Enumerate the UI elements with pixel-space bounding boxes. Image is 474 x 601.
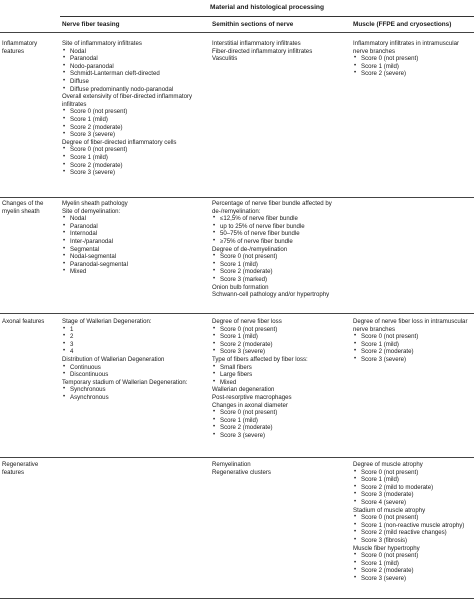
group-header-rule [60,16,474,17]
bullet-item: • Large fibers [212,371,348,379]
bullet-item: • Score 0 (not present) [353,469,473,477]
bullet-item: • Continuous [62,364,204,372]
bullet-item: • 2 [62,333,204,341]
bullet-item: • Score 2 (moderate) [62,162,204,170]
bullet-item: • Score 0 (not present) [62,108,204,116]
bullet-item: • Diffuse predominantly nodo-paranodal [62,86,204,94]
bullet-item: • Mixed [212,379,348,387]
bullet-item: • Asynchronous [62,394,204,402]
bullet-item: • Score 1 (mild) [353,63,473,71]
bullet-item: • Paranodal [62,223,204,231]
cell-axonal-semithin [212,318,348,440]
bullet-item: • Diffuse [62,78,204,86]
cell-axonal-teasing [62,318,204,402]
bullet-item: • Internodal [62,230,204,238]
bullet-item: • Score 1 (mild) [212,261,348,269]
bullet-item: • Inter-/paranodal [62,238,204,246]
cell-inflammatory-teasing [62,40,204,177]
cell-line: Degree of muscle atrophy [353,461,423,468]
bullet-item: • Score 2 (moderate) [212,268,348,276]
bullet-item: • Score 2 (mild to moderate) [353,484,473,492]
bullet-item: • Mixed [62,268,204,276]
row-label-axonal: Axonal features [2,318,45,325]
bullet-item: • Score 1 (mild) [62,154,204,162]
bullet-item: • Synchronous [62,386,204,394]
bullet-item: • Nodal [62,215,204,223]
cell-axonal-muscle [353,318,473,364]
cell-line: Temporary stadium of Wallerian Degeneration: [62,378,188,386]
bullet-item: • Score 2 (severe) [353,70,473,78]
bullet-item: • Score 1 (non-reactive muscle atrophy) [353,522,473,530]
cell-line: Remyelination [212,461,251,468]
cell-line: Degree of nerve fiber loss [212,318,282,325]
cell-myelin-semithin [212,200,348,299]
bullet-item: • Score 3 (severe) [62,131,204,139]
bullet-item: • Paranodal [62,55,204,63]
bullet-item: • Score 3 (fibrosis) [353,537,473,545]
bullet-item: • 1 [62,326,204,334]
bullet-item: • up to 25% of nerve fiber bundle [212,223,348,231]
cell-line: Degree of nerve fiber loss in intramuscular nerve branches [353,318,468,333]
cell-line: Stage of Wallerian Degeneration: [62,318,152,325]
bullet-item: • Schmidt-Lanterman cleft-directed [62,70,204,78]
bullet-item: • Score 3 (moderate) [353,491,473,499]
cell-line: Site of inflammatory infiltrates [62,40,142,47]
bullet-item: • Small fibers [212,364,348,372]
cell-line: Post-resorptive macrophages [212,393,292,401]
bullet-item: • Score 4 (severe) [353,499,473,507]
bullet-item: • Score 2 (moderate) [212,424,348,432]
cell-regenerative-semithin [212,461,348,476]
bullet-item: • Nodal [62,48,204,56]
bullet-item: • Score 1 (mild) [353,341,473,349]
bullet-item: • Nodal-segmental [62,253,204,261]
bullet-item: • Score 1 (mild) [353,560,473,568]
bullet-item: • Segmental [62,246,204,254]
bullet-item: • Score 3 (marked) [212,276,348,284]
bullet-item: • Score 1 (mild) [212,417,348,425]
cell-line: Degree of fiber-directed inflammatory cells [62,138,177,146]
cell-line: Onion bulb formation [212,283,269,291]
bullet-item: • Score 2 (moderate) [353,348,473,356]
cell-line: Site of demyelination: [62,207,121,215]
cell-line: Regenerative clusters [212,468,271,476]
bullet-item: • 50–75% of nerve fiber bundle [212,230,348,238]
table-bottom-rule [0,598,474,599]
bullet-item: • Score 0 (not present) [353,55,473,63]
bullet-item: • Score 1 (mild) [62,116,204,124]
row-label-regenerative: Regenerative features [2,461,39,476]
bullet-item: • Score 0 (not present) [353,552,473,560]
bullet-item: • Score 0 (not present) [62,146,204,154]
cell-line: Muscle fiber hypertrophy [353,544,420,552]
header-rule [0,32,474,33]
cell-line: Type of fibers affected by fiber loss: [212,355,308,363]
bullet-item: • Score 0 (not present) [212,409,348,417]
bullet-item: • Score 1 (mild) [353,476,473,484]
bullet-item: • ≤12,5% of nerve fiber bundle [212,215,348,223]
bullet-item: • Score 3 (severe) [212,432,348,440]
cell-line: Overall extensivity of fiber-directed inflammatory infiltrates [62,93,193,108]
bullet-item: • Score 2 (moderate) [62,124,204,132]
cell-line: Fiber-directed inflammatory infiltrates [212,47,313,55]
row-label-inflammatory: Inflammatory features [2,40,38,55]
bullet-item: • Score 1 (mild) [212,333,348,341]
row-separator [0,197,474,198]
cell-line: Stadium of muscle atrophy [353,506,426,514]
bullet-item: • Discontinuous [62,371,204,379]
column-header-semithin-sections: Semithin sections of nerve [212,21,294,28]
cell-line: Myelin sheath pathology [62,200,128,207]
cell-line: Distribution of Wallerian Degeneration [62,355,165,363]
cell-inflammatory-semithin [212,40,348,63]
cell-line: Degree of de-/remyelination [212,245,288,253]
column-header-muscle: Muscle (FFPE and cryosections) [353,21,452,28]
bullet-item: • 3 [62,341,204,349]
cell-line: Interstitial inflammatory infiltrates [212,40,301,47]
bullet-item: • Score 3 (severe) [353,575,473,583]
bullet-item: • Score 2 (moderate) [353,567,473,575]
cell-inflammatory-muscle [353,40,473,78]
bullet-item: • Score 2 (mild reactive changes) [353,529,473,537]
bullet-item: • Score 0 (not present) [212,253,348,261]
cell-line: Wallerian degeneration [212,386,275,394]
cell-line: Schwann-cell pathology and/or hypertrophy [212,291,330,299]
bullet-item: • ≥75% of nerve fiber bundle [212,238,348,246]
bullet-item: • Score 3 (severe) [62,169,204,177]
bullet-item: • 4 [62,348,204,356]
bullet-item: • Score 2 (moderate) [212,341,348,349]
row-label-myelin: Changes of the myelin sheath [2,200,44,215]
row-separator [0,457,474,458]
bullet-item: • Score 3 (severe) [212,348,348,356]
group-header: Material and histological processing [210,4,324,11]
bullet-item: • Score 0 (not present) [353,514,473,522]
row-separator [0,313,474,314]
bullet-item: • Score 3 (severe) [353,356,473,364]
cell-line: Changes in axonal diameter [212,401,288,409]
bullet-item: • Paranodal-segmental [62,261,204,269]
cell-myelin-teasing [62,200,204,276]
bullet-item: • Score 0 (not present) [212,326,348,334]
cell-line: Inflammatory infiltrates in intramuscular nerve branches [353,40,459,55]
bullet-item: • Score 0 (not present) [353,333,473,341]
cell-line: Vasculitis [212,55,238,63]
column-header-nerve-fiber-teasing: Nerve fiber teasing [62,21,120,28]
cell-regenerative-muscle [353,461,473,583]
bullet-item: • Nodo-paranodal [62,63,204,71]
cell-line: Percentage of nerve fiber bundle affected by de-/remyelination: [212,200,332,215]
